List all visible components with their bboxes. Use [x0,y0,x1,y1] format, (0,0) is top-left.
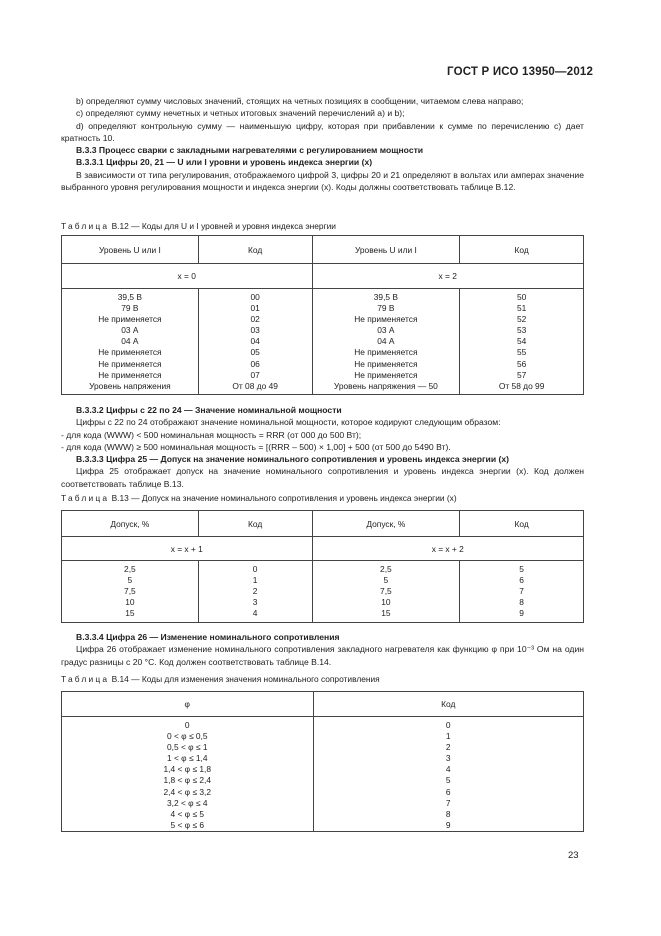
table-cell-value: 6 [445,786,451,797]
paragraph: В.3.3.2 Цифры с 22 по 24 — Значение номинальной мощности [76,405,342,415]
table-cell-value: 7 [445,797,451,808]
table-cell-value: Не применяется [354,369,418,380]
caption-prefix: Таблица [61,221,110,231]
table-cell-value: 02 [250,314,260,325]
table-cell-value: 0 < φ ≤ 0,5 [166,731,208,742]
page-number: 23 [568,850,579,861]
table-cell-value: 5 [445,775,451,786]
table-cell-value: Не применяется [98,314,162,325]
group-cell: x = x + 1 [62,537,313,561]
table-cell-value: Не применяется [98,369,162,380]
table-cell-value: 15 [381,608,391,619]
table-cell-value: 2 [445,742,451,753]
table-cell-value: 03 [250,325,260,336]
table-cell-value: 0 [252,564,258,574]
paragraph: Цифра 26 отображает изменение номинального сопротивления закладного нагревателя как функцию φ при 10⁻³ Ом на один градус разницы с 20 °С. Код должен соответствовать таблице В.14. [61,644,584,667]
caption-text: В.14 — Коды для изменения значения номинального сопротивления [111,674,380,684]
table-cell-value: 06 [250,358,260,369]
caption-text: В.13 — Допуск на значение номинального сопротивления и уровень индекса энергии (x) [111,493,457,503]
table-cell-value: 7,5 [124,586,136,597]
table-cell-value: 4 [445,764,451,775]
table-cell-value: 39,5 В [373,292,398,302]
table-cell-value: 01 [250,303,260,314]
table-cell-value: 79 В [121,303,139,314]
table-cell-value: 9 [519,608,524,619]
paragraph: b) определяют сумму числовых значений, стоящих на четных позициях в сообщении, читаемом слева направо; [76,96,524,106]
table-cell-value: 51 [516,303,527,314]
table-cell-value: 5 [127,575,133,586]
document-header: ГОСТ Р ИСО 13950—2012 [447,66,594,78]
caption-text: В.12 — Коды для U и I уровней и уровня индекса энергии [111,221,336,231]
header-cell: Код [198,236,312,264]
group-cell: x = 2 [312,264,584,289]
table-cell-value: 9 [445,819,451,830]
paragraph: - для кода (WWW) < 500 номинальная мощность = RRR (от 000 до 500 Вт); [61,429,362,440]
table-cell-value: 4 < φ ≤ 5 [170,808,205,819]
table-cell-value: От 58 до 99 [498,380,545,391]
caption-prefix: Таблица [61,493,110,503]
table-cell-value: 5 [519,564,524,574]
data-column [312,289,460,395]
table-cell-value: 04 А [377,336,395,347]
table-cell-value: 54 [516,336,527,347]
table-cell-value: 6 [519,575,524,586]
table-cell-value: 3 [252,597,258,608]
data-column [62,717,314,832]
table-cell-value: 56 [516,358,527,369]
caption-prefix: Таблица [61,674,110,684]
table-cell-value: 8 [445,808,451,819]
table-cell-value: 1 [252,575,258,586]
data-column [198,289,312,395]
table-cell-value: 57 [516,369,527,380]
table-cell-value: 5 < φ ≤ 6 [170,819,205,830]
table-cell-value: 03 А [121,325,139,336]
data-column [198,561,312,623]
table-cell-value: 53 [516,325,527,336]
table-cell-value: 03 А [377,325,395,336]
paragraph: В зависимости от типа регулирования, отображаемого цифрой 3, цифры 20 и 21 определяют в вольтах или амперах значение выбранного уровня регулирования мощности и индекса энергии (x). Коды должны соответствовать таблице В.12. [61,169,584,193]
text-block-2 [61,404,584,490]
table-cell-value: 04 [250,336,260,347]
table-cell-value: 04 А [121,336,139,347]
table-cell-value: 10 [125,597,135,608]
paragraph: В.3.3 Процесс сварки с закладными нагревателями с регулированием мощности [76,145,424,156]
paragraph: Цифра 25 отображает допуск на значение номинального сопротивления и уровень индекса энергии (x). Код должен соответствовать таблице В.13. [61,466,584,489]
group-cell: x = 0 [62,264,313,289]
table-cell-value: 00 [250,292,260,302]
table-cell-value: 7 [519,586,524,597]
data-column [62,561,199,623]
header-cell: Код [460,511,584,537]
table-b12-caption [61,221,336,231]
table-cell-value: 8 [519,597,524,608]
paragraph: c) определяют сумму нечетных и четных итоговых значений перечислений а) и b); [76,108,405,119]
paragraph: d) определяют контрольную сумму — наименьшую цифру, которая при прибавлении к сумме по перечислению с) дает кратность 10. [61,120,584,143]
table-cell-value: Не применяется [354,347,418,358]
table-cell-value: 5 [383,575,389,586]
table-cell-value: 2,5 [380,564,392,574]
table-cell-value: 3,2 < φ ≤ 4 [166,797,208,808]
table-cell-value: 2,4 < φ ≤ 3,2 [163,786,212,797]
table-cell-value: 7,5 [380,586,392,597]
table-b13 [61,510,584,623]
table-cell-value: Не применяется [98,358,162,369]
header-cell: Уровень U или I [312,236,460,264]
paragraph: В.3.3.4 Цифра 26 — Изменение номинального сопротивления [76,632,340,642]
header-cell: Код [198,511,312,537]
table-cell-value: 52 [516,314,527,325]
table-cell-value: Не применяется [98,347,162,358]
header-cell: Код [313,692,583,717]
paragraph: В.3.3.1 Цифры 20, 21 — U или I уровни и уровень индекса энергии (x) [76,157,373,168]
table-cell-value: 15 [125,608,135,619]
table-cell-value: 2,5 [124,564,136,574]
data-column [460,289,584,395]
paragraph: - для кода (WWW) ≥ 500 номинальная мощность = [(RRR – 500) × 1,00] + 500 (от 500 до 5490 Вт). [61,441,451,452]
table-cell-value: 1,8 < φ ≤ 2,4 [163,775,212,786]
group-cell: x = x + 2 [312,537,583,561]
table-b14 [61,691,584,832]
table-cell-value: 50 [516,292,527,302]
table-cell-value: Не применяется [354,358,418,369]
table-cell-value: 3 [445,753,451,764]
paragraph: В.3.3.3 Цифра 25 — Допуск на значение номинального сопротивления и уровень индекса энергии (x) [76,454,509,465]
data-column [313,717,583,832]
table-cell-value: От 08 до 49 [232,380,278,391]
table-cell-value: 05 [250,347,260,358]
table-cell-value: 1,4 < φ ≤ 1,8 [163,764,212,775]
data-column [62,289,199,395]
table-cell-value: 79 В [377,303,395,314]
table-cell-value: 4 [252,608,258,619]
data-column [460,561,584,623]
table-cell-value: Уровень напряжения — 50 [333,380,438,391]
table-cell-value: Уровень напряжения [89,380,171,391]
table-cell-value: 0,5 < φ ≤ 1 [166,742,208,753]
paragraph: Цифры с 22 по 24 отображают значение номинальной мощности, которое кодируют следующим образом: [76,417,501,428]
table-cell-value: 2 [252,586,258,597]
header-cell: Допуск, % [312,511,460,537]
table-cell-value: 39,5 В [117,292,142,302]
header-cell: Уровень U или I [62,236,199,264]
table-cell-value: 0 [184,720,190,730]
table-cell-value: 10 [381,597,391,608]
table-cell-value: 55 [516,347,527,358]
table-cell-value: 1 < φ ≤ 1,4 [166,753,208,764]
header-cell: φ [62,692,314,717]
table-cell-value: 1 [445,731,451,742]
table-cell-value: 0 [445,720,451,730]
table-cell-value: Не применяется [354,314,418,325]
table-cell-value: 07 [250,369,260,380]
data-column [312,561,460,623]
text-block-3 [61,631,584,668]
table-b14-caption [61,674,380,684]
header-cell: Код [460,236,584,264]
table-b13-caption [61,493,457,503]
header-cell: Допуск, % [62,511,199,537]
text-block-1 [61,95,584,193]
table-b12 [61,235,584,395]
